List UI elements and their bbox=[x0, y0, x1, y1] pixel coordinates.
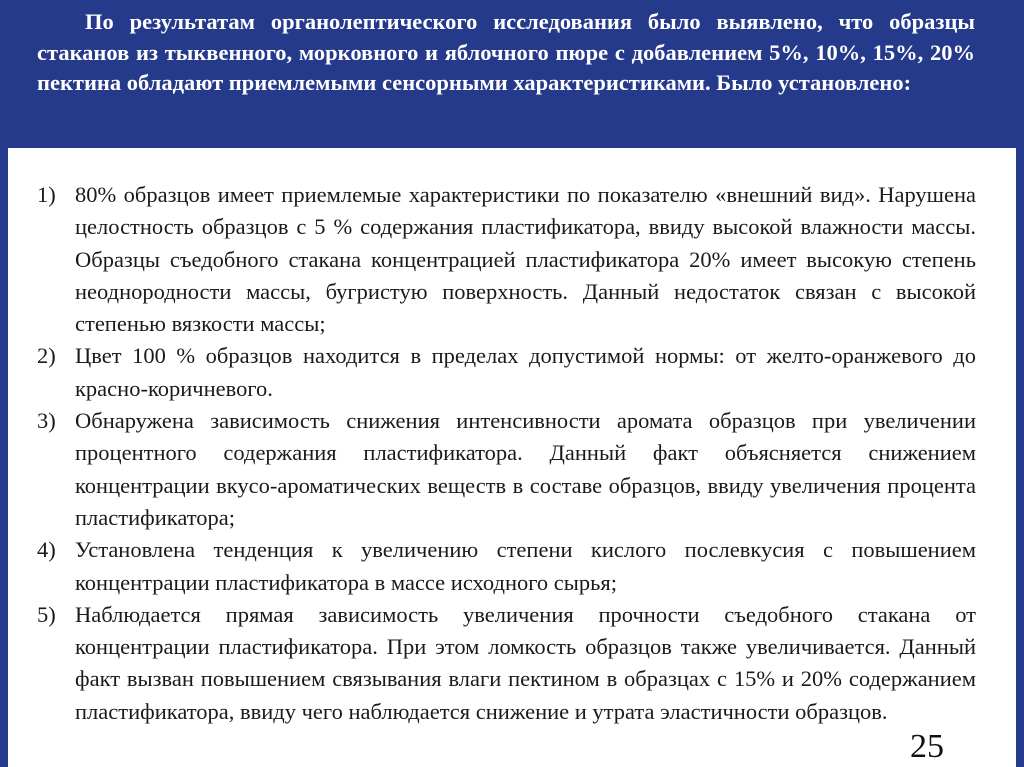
list-item bbox=[37, 340, 976, 405]
list-item-number: 3) bbox=[37, 408, 56, 434]
list-item-text: 80% образцов имеет приемлемые характеристики по показателю «внешний вид». Нарушена целостность образцов с 5 % содержания пластификатора, ввиду высокой влажности массы. Образцы съедобного стакана концентрацией пластификатора 20% имеет высокую степень неоднородности массы, бугристую поверхность. Данный недостаток связан с высокой степенью вязкости массы; bbox=[75, 182, 976, 337]
right-border-bar bbox=[1016, 148, 1024, 767]
list-item bbox=[37, 599, 976, 728]
list-item bbox=[37, 179, 976, 340]
list-item-number: 4) bbox=[37, 537, 56, 563]
list-item bbox=[37, 534, 976, 599]
list-item-text: Цвет 100 % образцов находится в пределах допустимой нормы: от желто-оранжевого до красно-коричневого. bbox=[75, 343, 976, 401]
list-item bbox=[37, 405, 976, 534]
header-band bbox=[0, 0, 1024, 148]
header-text: По результатам органолептического исследования было выявлено, что образцы стаканов из тыквенного, морковного и яблочного пюре с добавлением 5%, 10%, 15%, 20% пектина обладают приемлемыми сенсорными характеристиками. Было установлено: bbox=[37, 9, 975, 95]
list-item-text: Наблюдается прямая зависимость увеличения прочности съедобного стакана от концентрации пластификатора. При этом ломкость образцов также увеличивается. Данный факт вызван повышением связывания влаги пектином в образцах с 15% и 20% содержанием пластификатора, ввиду чего наблюдается снижение и утрата эластичности образцов. bbox=[75, 601, 976, 724]
list-item-text: Обнаружена зависимость снижения интенсивности аромата образцов при увеличении процентного содержания пластификатора. Данный факт объясняется снижением концентрации вкусо-ароматических веществ в составе образцов, ввиду увеличения процента пластификатора; bbox=[75, 408, 976, 530]
list-item-text: Установлена тенденция к увеличению степени кислого послевкусия с повышением концентрации пластификатора в массе исходного сырья; bbox=[75, 537, 976, 595]
list-item-number: 1) bbox=[37, 182, 56, 207]
list-item-number: 2) bbox=[37, 343, 56, 369]
page-number: 25 bbox=[910, 728, 944, 765]
list-item-number: 5) bbox=[37, 601, 56, 627]
left-border-bar bbox=[0, 148, 8, 767]
findings-list bbox=[37, 179, 976, 728]
